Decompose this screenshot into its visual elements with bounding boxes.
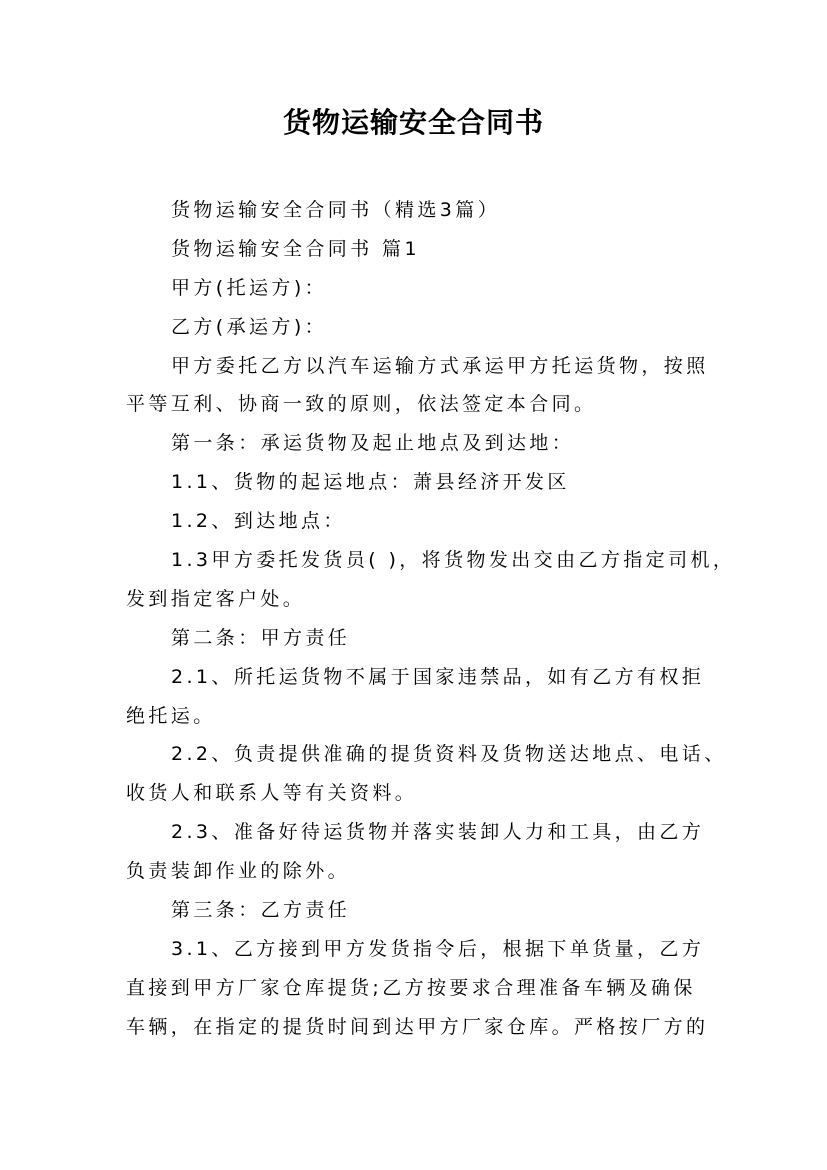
document-line: 货物运输安全合同书 篇1 — [171, 237, 420, 260]
document-line: 直接到甲方厂家仓库提货;乙方按要求合理准备车辆及确保 — [126, 976, 696, 999]
document-line: 甲方委托乙方以汽车运输方式承运甲方托运货物，按照 — [171, 354, 709, 377]
document-line: 2.1、所托运货物不属于国家违禁品，如有乙方有权拒 — [171, 665, 705, 688]
document-line: 2.2、负责提供准确的提货资料及货物送达地点、电话、 — [171, 743, 727, 766]
document-line: 第一条：承运货物及起止地点及到达地： — [171, 432, 575, 455]
document-line: 负责装卸作业的除外。 — [126, 860, 351, 883]
document-line: 车辆，在指定的提货时间到达甲方厂家仓库。严格按厂方的 — [126, 1015, 709, 1038]
document-line: 第三条：乙方责任 — [171, 899, 351, 922]
document-line: 绝托运。 — [126, 704, 216, 727]
document-line: 2.3、准备好待运货物并落实装卸人力和工具，由乙方 — [171, 821, 705, 844]
document-line: 发到指定客户处。 — [126, 587, 306, 610]
document-body — [126, 191, 736, 1047]
document-line: 1.2、到达地点： — [171, 510, 346, 533]
document-line: 甲方(托运方)： — [171, 276, 328, 299]
document-line: 第二条：甲方责任 — [171, 626, 351, 649]
document-line: 乙方(承运方)： — [171, 315, 328, 338]
document-line: 平等互利、协商一致的原则，依法签定本合同。 — [126, 393, 597, 416]
document-line: 3.1、乙方接到甲方发货指令后，根据下单货量，乙方 — [171, 937, 705, 960]
document-line: 货物运输安全合同书（精选3篇） — [171, 199, 501, 221]
document-line: 收货人和联系人等有关资料。 — [126, 782, 418, 805]
document-title: 货物运输安全合同书 — [282, 106, 544, 139]
document-line: 1.1、货物的起运地点：萧县经济开发区 — [171, 471, 570, 494]
document-line: 1.3甲方委托发货员( )，将货物发出交由乙方指定司机， — [171, 549, 736, 572]
